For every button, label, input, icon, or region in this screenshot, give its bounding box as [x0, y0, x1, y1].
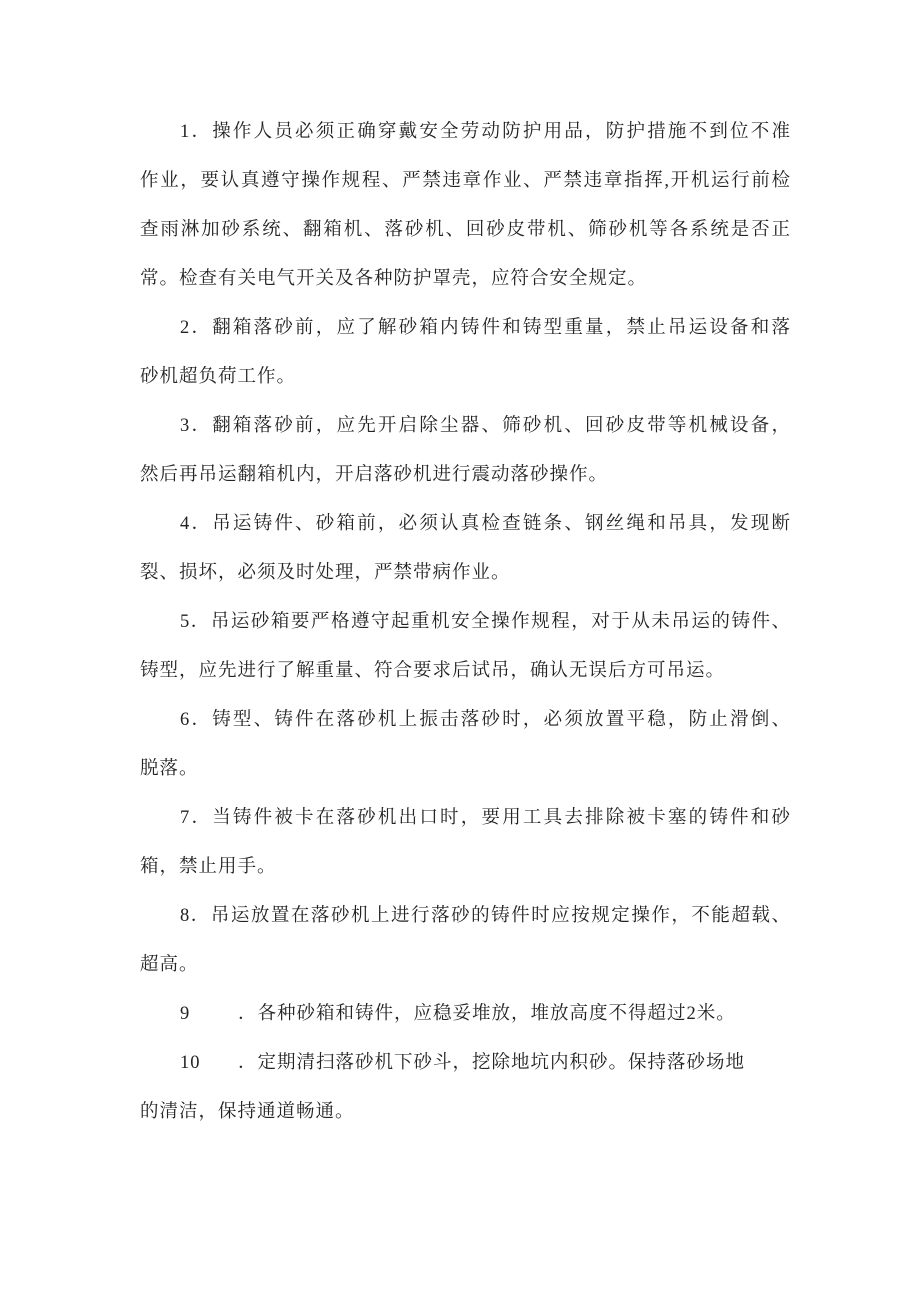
list-separator: ． — [189, 612, 211, 632]
paragraph-number: 6 — [180, 710, 190, 730]
line-text: 操作人员必须正确穿戴安全劳动防护用品，防护措施不到位不准 — [212, 122, 790, 142]
paragraph-3-line-1 — [140, 402, 790, 451]
line-text: 吊运砂箱要严格遵守起重机安全操作规程，对于从未吊运的铸件、 — [210, 612, 790, 632]
list-separator: ． — [238, 1004, 258, 1024]
paragraph-1-line-1 — [140, 108, 790, 157]
paragraph-4-line-1 — [140, 500, 790, 549]
line-text: 吊运放置在落砂机上进行落砂的铸件时应按规定操作，不能超载、 — [210, 906, 790, 926]
paragraph-7-line-2: 箱，禁止用手。 — [140, 857, 277, 877]
paragraph-number: 10 — [180, 1053, 201, 1073]
paragraph-number: 9 — [180, 1004, 191, 1024]
line-text: 翻箱落砂前，应了解砂箱内铸件和铸型重量，禁止吊运设备和落 — [212, 318, 790, 338]
paragraph-number: 2 — [180, 318, 190, 338]
list-separator: ． — [189, 710, 213, 730]
list-separator: ． — [189, 416, 213, 436]
paragraph-5-line-2: 铸型，应先进行了解重量、符合要求后试吊，确认无误后方可吊运。 — [140, 661, 726, 681]
paragraph-4-line-2: 裂、损坏，必须及时处理，严禁带病作业。 — [140, 563, 511, 583]
line-text: 定期清扫落砂机下砂斗，挖除地坑内积砂。保持落砂场地 — [257, 1053, 746, 1073]
paragraph-10-line-1 — [140, 1039, 790, 1088]
list-separator: ． — [189, 808, 213, 828]
paragraph-number: 4 — [180, 514, 190, 534]
paragraph-number: 7 — [180, 808, 190, 828]
paragraph-10-line-2: 的清洁，保持通道畅通。 — [140, 1102, 355, 1122]
paragraph-9-line-1 — [140, 990, 790, 1039]
paragraph-6-line-1 — [140, 696, 790, 745]
line-text: 铸型、铸件在落砂机上振击落砂时，必须放置平稳，防止滑倒、 — [212, 710, 790, 730]
paragraph-number: 1 — [180, 122, 190, 142]
paragraph-1-line-3: 查雨淋加砂系统、翻箱机、落砂机、回砂皮带机、筛砂机等各系统是否正 — [140, 220, 790, 240]
paragraph-number: 8 — [180, 906, 190, 926]
list-separator: ． — [238, 1053, 258, 1073]
list-separator: ． — [189, 318, 213, 338]
document-page — [140, 108, 790, 1137]
list-separator: ． — [189, 514, 213, 534]
line-text: 各种砂箱和铸件，应稳妥堆放，堆放高度不得超过2米。 — [257, 1004, 736, 1024]
paragraph-number: 3 — [180, 416, 190, 436]
paragraph-7-line-1 — [140, 794, 790, 843]
line-text: 当铸件被卡在落砂机出口时，要用工具去排除被卡塞的铸件和砂 — [212, 808, 790, 828]
paragraph-number: 5 — [180, 612, 190, 632]
paragraph-2-line-2: 砂机超负荷工作。 — [140, 367, 297, 387]
paragraph-3-line-2: 然后再吊运翻箱机内，开启落砂机进行震动落砂操作。 — [140, 465, 609, 485]
list-separator: ． — [189, 906, 211, 926]
paragraph-2-line-1 — [140, 304, 790, 353]
line-text: 吊运铸件、砂箱前，必须认真检查链条、钢丝绳和吊具，发现断 — [212, 514, 790, 534]
paragraph-6-line-2: 脱落。 — [140, 759, 199, 779]
paragraph-5-line-1 — [140, 598, 790, 647]
paragraph-1-line-4: 常。检查有关电气开关及各种防护罩壳，应符合安全规定。 — [140, 269, 648, 289]
paragraph-8-line-1 — [140, 892, 790, 941]
paragraph-1-line-2: 作业，要认真遵守操作规程、严禁违章作业、严禁违章指挥,开机运行前检 — [140, 171, 790, 191]
paragraph-8-line-2: 超高。 — [140, 955, 199, 975]
list-separator: ． — [189, 122, 213, 142]
line-text: 翻箱落砂前，应先开启除尘器、筛砂机、回砂皮带等机械设备， — [212, 416, 790, 436]
